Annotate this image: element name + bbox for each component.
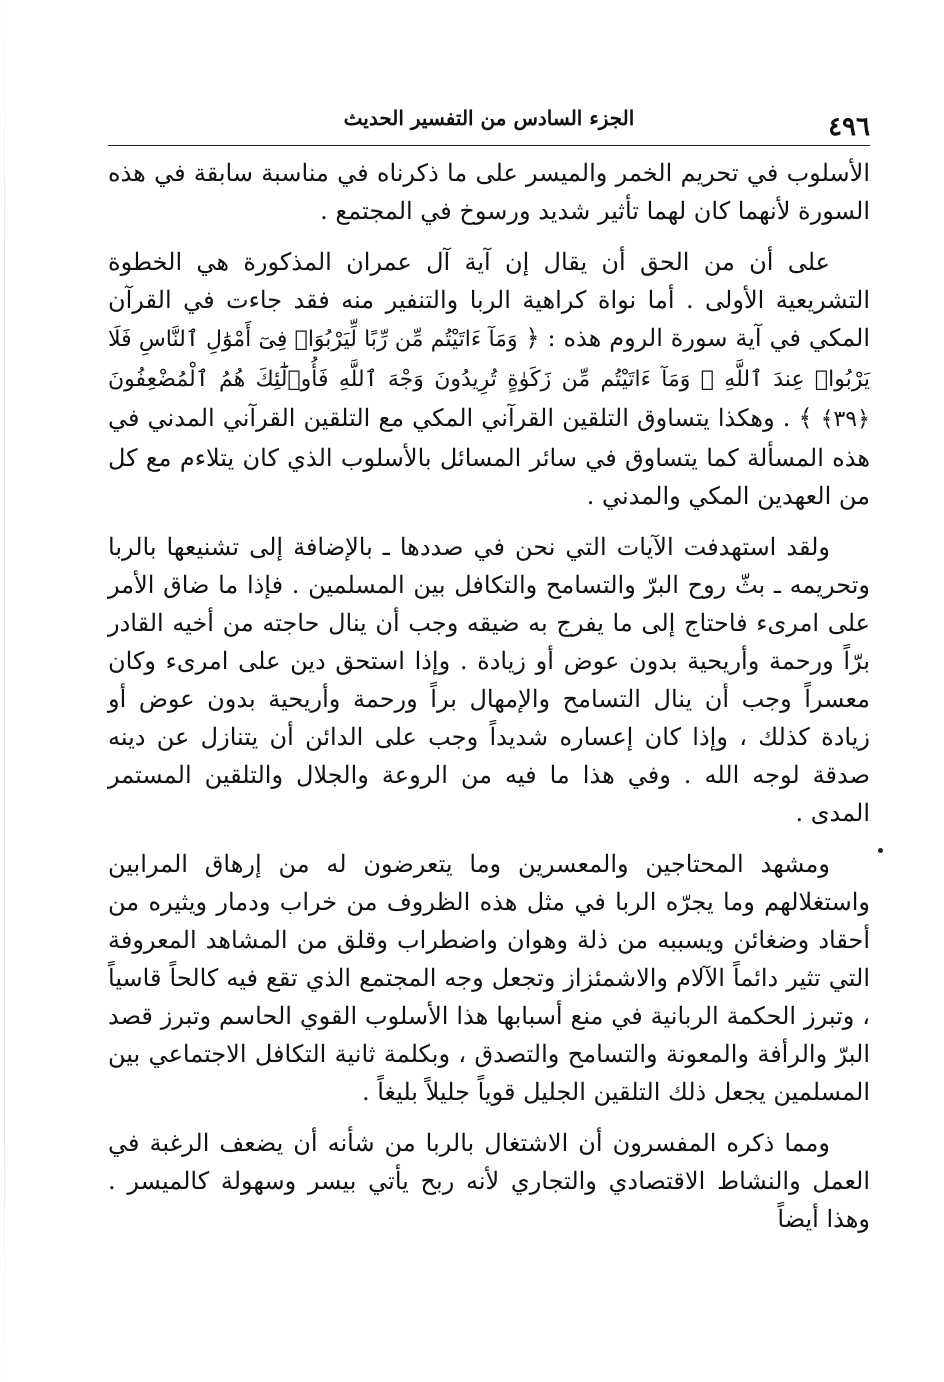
running-title: الجزء السادس من التفسير الحديث bbox=[343, 106, 635, 130]
margin-mark bbox=[878, 848, 883, 853]
main-text bbox=[108, 154, 870, 1251]
paragraph-1: الأسلوب في تحريم الخمر والميسر على ما ذكرناه في مناسبة سابقة في هذه السورة لأنهما كان لهما تأثير شديد ورسوخ في المجتمع . bbox=[108, 159, 870, 225]
paragraph-2-intro: على أن من الحق أن يقال إن آية آل عمران المذكورة هي الخطوة التشريعية الأولى . أما نواة كراهية الربا والتنفير منه فقد جاءت في القرآن المكي في آية سورة الروم هذه : bbox=[108, 248, 871, 352]
paragraph-2 bbox=[108, 243, 870, 515]
paragraph-4: ومشهد المحتاجين والمعسرين وما يتعرضون له من إرهاق المرابين واستغلالهم وما يجرّه الربا في مثل هذه الظروف من خراب ودمار ويثيره من أحقاد وضغائن ويسببه من ذلة وهوان واضطراب وقلق من المشاهد المعروفة التي تثير دائماً الآلام والاشمئزاز وتجعل وجه المجتمع الذي تقع فيه كالحاً قاسياً ، وتبرز الحكمة الربانية في منع أسبابها هذا الأسلوب القوي الحاسم وتبرز قصد البرّ والرأفة والمعونة والتسامح والتصدق ، وبكلمة ثانية التكافل الاجتماعي بين المسلمين يجعل ذلك التلقين الجليل قوياً جليلاً بليغاً . bbox=[108, 850, 870, 1106]
page-header bbox=[108, 104, 870, 148]
paragraph-3: ولقد استهدفت الآيات التي نحن في صددها ـ بالإضافة إلى تشنيعها بالربا وتحريمه ـ بثّ روح البرّ والتسامح والتكافل بين المسلمين . فإذا ما ضاق الأمر على امرىء فاحتاج إلى ما يفرج به ضيقه وجب أن ينال حاجته من أخيه القادر برّاً ورحمة وأريحية بدون عوض أو زيادة . وإذا استحق دين على امرىء وكان معسراً وجب أن ينال التسامح والإمهال براً ورحمة وأريحية بدون عوض أو زيادة كذلك ، وإذا كان إعساره شديداً وجب على الدائن أن يتنازل عن دينه صدقة لوجه الله . وفي هذا ما فيه من الروعة والجلال والتلقين المستمر المدى . bbox=[108, 533, 870, 827]
page-edge-shadow bbox=[4, 0, 5, 1382]
header-divider bbox=[108, 145, 870, 146]
paragraph-2-continuation: . وهكذا يتساوق التلقين القرآني المكي مع التلقين القرآني المدني في هذه المسألة كما يتساوق في سائر المسائل بالأسلوب الذي كان يتلاءم مع كل من العهدين المكي والمدني . bbox=[108, 404, 870, 510]
quran-close-bracket: ﴾ bbox=[798, 404, 813, 432]
quran-verse: وَمَآ ءَاتَيْتُم مِّن رِّبًا لِّيَرْبُوَا۟ فِىٓ أَمْوَٰلِ ٱلنَّاسِ فَلَا يَرْبُوا۟ عِندَ ٱللَّهِ ۖ وَمَآ ءَاتَيْتُم مِّن زَكَوٰةٍ تُرِيدُونَ وَجْهَ ٱللَّهِ فَأُو۟لَٰٓئِكَ هُمُ ٱلْمُضْعِفُونَ ﴿٣٩﴾ bbox=[108, 327, 870, 432]
page-number: ٤٩٦ bbox=[828, 112, 870, 142]
paragraph-5: ومما ذكره المفسرون أن الاشتغال بالربا من شأنه أن يضعف الرغبة في العمل والنشاط الاقتصادي والتجاري لأنه ربح يأتي بيسر وسهولة كالميسر . وهذا أيضاً bbox=[108, 1129, 870, 1233]
quran-open-bracket: ﴿ bbox=[525, 324, 540, 352]
